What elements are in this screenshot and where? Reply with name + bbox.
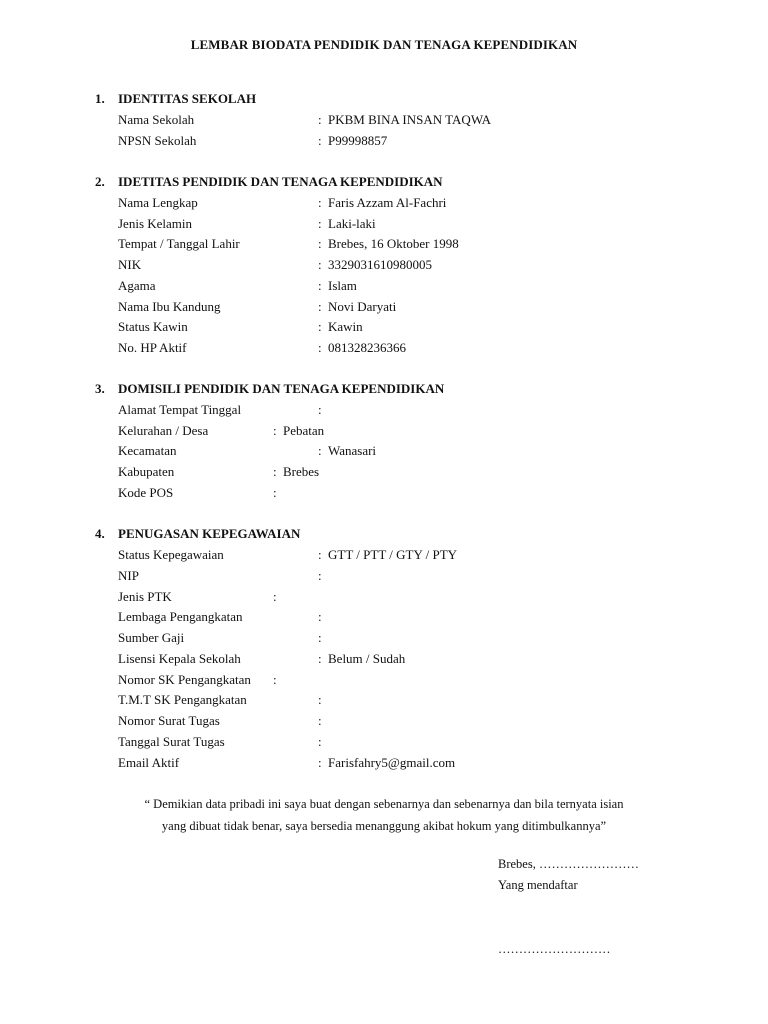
field-colon: : — [318, 713, 322, 728]
field-value: Islam — [328, 278, 357, 293]
field-value: Belum / Sudah — [328, 651, 406, 666]
field-label: Jenis PTK — [118, 589, 172, 604]
field-value: Brebes — [283, 464, 320, 479]
field-label: Nama Sekolah — [118, 112, 195, 127]
field-colon: : — [318, 651, 322, 666]
section-title: IDENTITAS SEKOLAH — [118, 91, 257, 106]
field-value: GTT / PTT / GTY / PTY — [328, 547, 458, 562]
field-label: NIK — [118, 257, 142, 272]
field-colon: : — [273, 589, 277, 604]
field-label: NIP — [118, 568, 139, 583]
field-label: T.M.T SK Pengangkatan — [118, 692, 247, 707]
field-label: Agama — [118, 278, 156, 293]
field-label: Status Kawin — [118, 319, 188, 334]
signature-name-line: ……………………… — [498, 942, 611, 956]
field-colon: : — [318, 278, 322, 293]
section-title: DOMISILI PENDIDIK DAN TENAGA KEPENDIDIKAN — [118, 381, 445, 396]
section-1-heading — [95, 91, 256, 107]
field-value: P99998857 — [328, 133, 388, 148]
document-title: LEMBAR BIODATA PENDIDIK DAN TENAGA KEPENDIDIKAN — [190, 37, 578, 52]
field-label: Kelurahan / Desa — [118, 423, 209, 438]
field-colon: : — [318, 755, 322, 770]
field-colon: : — [318, 443, 322, 458]
field-colon: : — [318, 547, 322, 562]
signature-place-date: Brebes, …………………… — [498, 857, 639, 871]
field-value: PKBM BINA INSAN TAQWA — [328, 112, 492, 127]
field-label: Nomor Surat Tugas — [118, 713, 220, 728]
statement-line-1: “ Demikian data pribadi ini saya buat dengan sebenarnya dan sebenarnya dan bila ternyata isian — [144, 797, 624, 811]
field-label: Jenis Kelamin — [118, 216, 193, 231]
section-title: PENUGASAN KEPEGAWAIAN — [118, 526, 301, 541]
field-value: Wanasari — [328, 443, 377, 458]
section-number: 4. — [95, 526, 105, 541]
field-label: Sumber Gaji — [118, 630, 185, 645]
field-label: Kode POS — [118, 485, 174, 500]
field-colon: : — [318, 257, 322, 272]
section-number: 1. — [95, 91, 105, 106]
field-colon: : — [273, 464, 277, 479]
section-3-heading — [95, 381, 444, 397]
field-value: 3329031610980005 — [328, 257, 432, 272]
field-value: Faris Azzam Al-Fachri — [328, 195, 447, 210]
field-value: Novi Daryati — [328, 299, 397, 314]
field-colon: : — [318, 340, 322, 355]
field-value: 081328236366 — [328, 340, 406, 355]
field-colon: : — [273, 485, 277, 500]
field-colon: : — [318, 568, 322, 583]
statement-line-2: yang dibuat tidak benar, saya bersedia menanggung akibat hokum yang ditimbulkannya” — [161, 819, 607, 833]
field-value: Pebatan — [283, 423, 325, 438]
field-label: Status Kepegawaian — [118, 547, 224, 562]
field-colon: : — [318, 112, 322, 127]
field-label: No. HP Aktif — [118, 340, 187, 355]
field-colon: : — [318, 195, 322, 210]
field-colon: : — [318, 609, 322, 624]
field-value: Brebes, 16 Oktober 1998 — [328, 236, 459, 251]
field-colon: : — [273, 672, 277, 687]
field-label: Alamat Tempat Tinggal — [118, 402, 242, 417]
field-value: Laki-laki — [328, 216, 376, 231]
field-label: Lisensi Kepala Sekolah — [118, 651, 241, 666]
section-number: 2. — [95, 174, 105, 189]
field-colon: : — [318, 319, 322, 334]
field-colon: : — [318, 402, 322, 417]
field-label: Nama Lengkap — [118, 195, 198, 210]
field-colon: : — [318, 216, 322, 231]
section-number: 3. — [95, 381, 105, 396]
field-label: Nama Ibu Kandung — [118, 299, 221, 314]
section-2-heading — [95, 174, 443, 190]
field-colon: : — [318, 734, 322, 749]
field-label: Kecamatan — [118, 443, 177, 458]
field-label: Lembaga Pengangkatan — [118, 609, 243, 624]
field-label: Email Aktif — [118, 755, 180, 770]
field-label: Tempat / Tanggal Lahir — [118, 236, 240, 251]
signature-role: Yang mendaftar — [498, 878, 578, 892]
field-label: Tanggal Surat Tugas — [118, 734, 225, 749]
field-value: Kawin — [328, 319, 363, 334]
field-label: Nomor SK Pengangkatan — [118, 672, 251, 687]
field-colon: : — [318, 133, 322, 148]
field-label: NPSN Sekolah — [118, 133, 197, 148]
section-4-heading — [95, 526, 300, 542]
field-colon: : — [273, 423, 277, 438]
field-colon: : — [318, 236, 322, 251]
field-colon: : — [318, 692, 322, 707]
field-colon: : — [318, 630, 322, 645]
field-label: Kabupaten — [118, 464, 175, 479]
section-title: IDETITAS PENDIDIK DAN TENAGA KEPENDIDIKAN — [118, 174, 443, 189]
field-colon: : — [318, 299, 322, 314]
field-value: Farisfahry5@gmail.com — [328, 755, 456, 770]
